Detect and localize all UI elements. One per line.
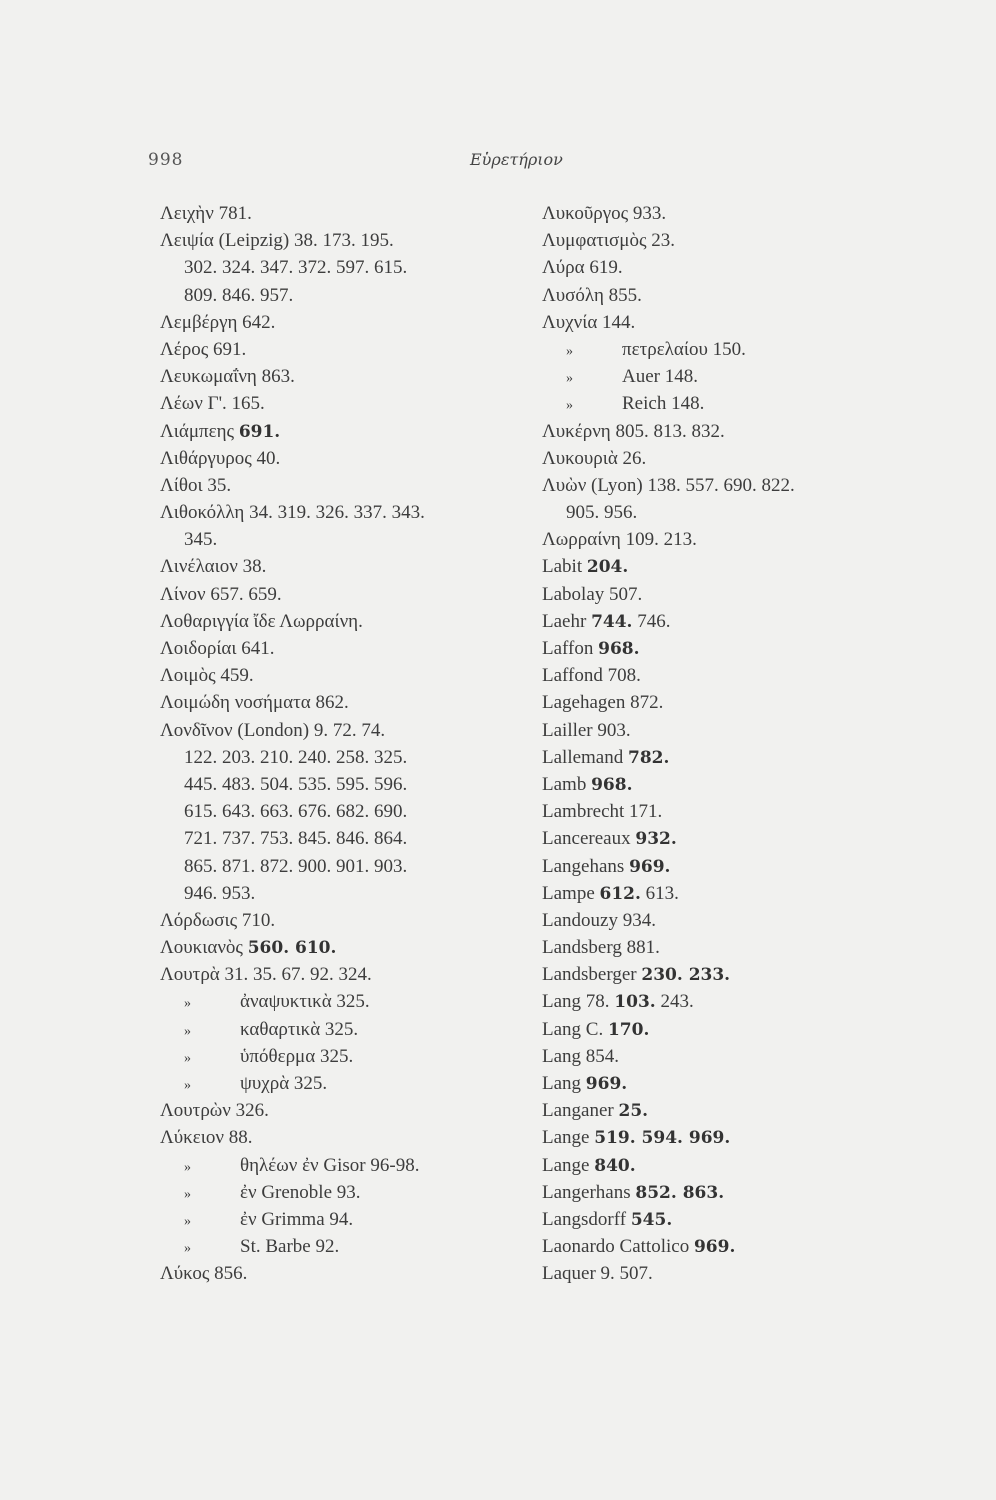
principal-page-ref: 969. bbox=[693, 1237, 736, 1258]
ditto-mark: » bbox=[184, 1213, 191, 1229]
entry-text-after: 613. bbox=[640, 882, 679, 904]
index-entry bbox=[542, 608, 912, 635]
index-entry bbox=[542, 907, 912, 934]
entry-text: Lamb bbox=[542, 773, 592, 795]
index-entry bbox=[542, 282, 912, 309]
entry-text: Λυκουριὰ 26. bbox=[542, 447, 647, 469]
index-subentry bbox=[160, 1070, 520, 1097]
index-entry bbox=[160, 200, 520, 227]
index-subentry bbox=[160, 1043, 520, 1070]
entry-text: ἐν Grenoble 93. bbox=[240, 1181, 361, 1203]
index-subentry bbox=[542, 390, 912, 417]
index-entry bbox=[542, 880, 912, 907]
entry-text: Λύρα 619. bbox=[542, 257, 623, 279]
entry-text: Λυὼν (Lyon) 138. 557. 690. 822. bbox=[542, 474, 795, 496]
index-entry bbox=[542, 1179, 912, 1206]
entry-text: Λύκειον 88. bbox=[160, 1127, 253, 1149]
entry-text: ψυχρὰ 325. bbox=[240, 1073, 328, 1094]
index-entry bbox=[542, 961, 912, 988]
entry-text: Lailler 903. bbox=[542, 719, 631, 741]
entry-text: Laonardo Cattolico bbox=[542, 1236, 694, 1258]
index-entry bbox=[160, 336, 520, 363]
entry-text: Laffond 708. bbox=[542, 665, 641, 687]
entry-text: Λοιμώδη νοσήματα 862. bbox=[160, 692, 349, 714]
entry-text: Lang C. bbox=[542, 1018, 608, 1040]
index-entry bbox=[542, 1070, 912, 1097]
entry-text: Λουτρὰ 31. 35. 67. 92. 324. bbox=[160, 964, 372, 986]
principal-page-ref: 969. bbox=[585, 1074, 628, 1094]
principal-page-ref: 170. bbox=[607, 1019, 650, 1040]
index-entry-continuation bbox=[160, 744, 520, 771]
entry-text: Λωρραίνη 109. 213. bbox=[542, 529, 697, 551]
index-entry bbox=[542, 717, 912, 744]
index-entry bbox=[542, 988, 912, 1015]
left-index-column bbox=[160, 200, 520, 1288]
principal-page-ref: 840. bbox=[594, 1155, 636, 1176]
index-entry bbox=[160, 934, 520, 961]
page-number: 998 bbox=[148, 150, 184, 170]
index-entry bbox=[542, 1206, 912, 1233]
entry-text: Λυκοῦργος 933. bbox=[542, 203, 667, 224]
entry-text: Λυχνία 144. bbox=[542, 311, 636, 333]
entry-text: Λονδῖνον (London) 9. 72. 74. bbox=[160, 719, 386, 741]
entry-text: Labolay 507. bbox=[542, 583, 643, 605]
entry-text: 809. 846. 957. bbox=[184, 284, 294, 306]
ditto-mark: » bbox=[566, 371, 573, 387]
entry-text: Λόρδωσις 710. bbox=[160, 909, 276, 931]
index-entry bbox=[542, 227, 912, 254]
index-entry bbox=[542, 581, 912, 608]
index-subentry bbox=[160, 1016, 520, 1043]
entry-text: Langsdorff bbox=[542, 1208, 631, 1230]
index-entry bbox=[160, 717, 520, 744]
ditto-mark: » bbox=[184, 996, 191, 1012]
principal-page-ref: 852. 863. bbox=[635, 1182, 725, 1203]
index-entry bbox=[160, 553, 520, 580]
index-entry bbox=[542, 553, 912, 580]
entry-text: Lange bbox=[542, 1127, 595, 1149]
index-entry-continuation bbox=[160, 282, 520, 309]
principal-page-ref: 744. bbox=[591, 611, 633, 632]
index-entry-continuation bbox=[160, 254, 520, 281]
index-entry bbox=[160, 227, 520, 254]
ditto-mark: » bbox=[184, 1050, 191, 1066]
index-entry bbox=[160, 581, 520, 608]
entry-text: Λιθοκόλλη 34. 319. 326. 337. 343. bbox=[160, 502, 425, 524]
index-entry bbox=[542, 1260, 912, 1287]
principal-page-ref: 560. 610. bbox=[247, 938, 337, 959]
principal-page-ref: 230. 233. bbox=[641, 965, 731, 986]
ditto-mark: » bbox=[184, 1241, 191, 1257]
principal-page-ref: 25. bbox=[618, 1101, 649, 1122]
entry-text: Laehr bbox=[542, 610, 592, 632]
index-entry-continuation bbox=[542, 499, 912, 526]
entry-text: Langehans bbox=[542, 855, 630, 877]
entry-text: 946. 953. bbox=[184, 882, 256, 904]
index-entry bbox=[542, 526, 912, 553]
entry-text: Λειχὴν 781. bbox=[160, 203, 252, 224]
entry-text: Langerhans bbox=[542, 1181, 636, 1203]
index-entry-continuation bbox=[160, 526, 520, 553]
index-entry bbox=[542, 1043, 912, 1070]
index-entry bbox=[160, 689, 520, 716]
index-entry bbox=[160, 961, 520, 988]
index-entry bbox=[160, 662, 520, 689]
index-entry bbox=[542, 771, 912, 798]
principal-page-ref: 932. bbox=[635, 829, 677, 850]
index-entry bbox=[160, 472, 520, 499]
entry-text: Lagehagen 872. bbox=[542, 692, 664, 714]
entry-text: Laquer 9. 507. bbox=[542, 1263, 653, 1285]
entry-text: Λευκωμαΐνη 863. bbox=[160, 366, 295, 388]
index-entry-continuation bbox=[160, 798, 520, 825]
index-entry bbox=[542, 472, 912, 499]
index-subentry bbox=[160, 1152, 520, 1179]
entry-text: Λέρος 691. bbox=[160, 338, 247, 360]
right-index-column bbox=[542, 200, 912, 1288]
index-entry bbox=[160, 1124, 520, 1151]
entry-text: 302. 324. 347. 372. 597. 615. bbox=[184, 257, 408, 279]
entry-text: ἀναψυκτικὰ 325. bbox=[240, 991, 370, 1013]
entry-text: Λίνον 657. 659. bbox=[160, 583, 282, 605]
index-entry bbox=[160, 608, 520, 635]
index-entry bbox=[542, 934, 912, 961]
entry-text: Laffon bbox=[542, 638, 599, 659]
entry-text: Landouzy 934. bbox=[542, 909, 656, 931]
principal-page-ref: 103. bbox=[614, 992, 656, 1013]
index-entry bbox=[160, 1097, 520, 1124]
entry-text: 615. 643. 663. 676. 682. 690. bbox=[184, 801, 408, 823]
entry-text: Λύκος 856. bbox=[160, 1263, 248, 1285]
entry-text: St. Barbe 92. bbox=[240, 1236, 340, 1258]
entry-text: θηλέων ἐν Gisor 96-98. bbox=[240, 1154, 420, 1176]
entry-text-after: 746. bbox=[632, 610, 671, 632]
principal-page-ref: 968. bbox=[598, 639, 640, 659]
ditto-mark: » bbox=[184, 1159, 191, 1175]
principal-page-ref: 612. bbox=[599, 883, 641, 904]
entry-text: Auer 148. bbox=[622, 366, 698, 388]
index-entry-continuation bbox=[160, 853, 520, 880]
index-entry bbox=[542, 1152, 912, 1179]
entry-text: Landsberger bbox=[542, 964, 642, 986]
entry-text: Λουτρὼν 326. bbox=[160, 1100, 269, 1122]
index-entry bbox=[542, 1233, 912, 1260]
entry-text: Λέων Γ'. 165. bbox=[160, 393, 265, 415]
entry-text-after: 243. bbox=[655, 991, 694, 1013]
principal-page-ref: 545. bbox=[630, 1209, 673, 1230]
entry-text: Labit bbox=[542, 556, 587, 578]
running-head: Εὑρετήριον bbox=[470, 150, 563, 169]
index-entry bbox=[160, 907, 520, 934]
entry-text: Λοιμὸς 459. bbox=[160, 665, 254, 687]
entry-text: ὑπόθερμα 325. bbox=[240, 1045, 354, 1067]
index-entry-continuation bbox=[160, 825, 520, 852]
entry-text: Λοιδορίαι 641. bbox=[160, 638, 275, 659]
entry-text: ἐν Grimma 94. bbox=[240, 1208, 354, 1230]
principal-page-ref: 519. 594. 969. bbox=[594, 1128, 731, 1149]
index-entry bbox=[542, 418, 912, 445]
index-entry bbox=[542, 1097, 912, 1124]
entry-text: 122. 203. 210. 240. 258. 325. bbox=[184, 746, 408, 768]
ditto-mark: » bbox=[566, 398, 573, 414]
index-entry bbox=[542, 254, 912, 281]
entry-text: Langaner bbox=[542, 1100, 619, 1122]
index-entry bbox=[160, 390, 520, 417]
entry-text: Lange bbox=[542, 1154, 595, 1176]
entry-text: Λίθοι 35. bbox=[160, 474, 232, 496]
entry-text: Λιάμπεης bbox=[160, 420, 239, 442]
index-entry bbox=[160, 445, 520, 472]
entry-text: 445. 483. 504. 535. 595. 596. bbox=[184, 773, 408, 795]
index-entry bbox=[160, 363, 520, 390]
index-entry bbox=[160, 309, 520, 336]
index-entry bbox=[542, 200, 912, 227]
index-entry-continuation bbox=[160, 771, 520, 798]
entry-text: Reich 148. bbox=[622, 393, 705, 415]
index-subentry bbox=[160, 988, 520, 1015]
entry-text: Lang bbox=[542, 1073, 586, 1094]
index-subentry bbox=[542, 363, 912, 390]
entry-text: Λιθάργυρος 40. bbox=[160, 447, 281, 469]
ditto-mark: » bbox=[566, 343, 573, 359]
entry-text: Λυσόλη 855. bbox=[542, 284, 642, 306]
entry-text: Lang 854. bbox=[542, 1045, 620, 1067]
principal-page-ref: 782. bbox=[628, 747, 670, 768]
index-entry bbox=[542, 635, 912, 662]
ditto-mark: » bbox=[184, 1078, 191, 1093]
index-entry bbox=[160, 499, 520, 526]
index-entry bbox=[542, 689, 912, 716]
ditto-mark: » bbox=[184, 1186, 191, 1202]
index-entry bbox=[542, 662, 912, 689]
index-entry bbox=[542, 445, 912, 472]
entry-text: Λειψία (Leipzig) 38. 173. 195. bbox=[160, 230, 394, 252]
index-subentry bbox=[160, 1206, 520, 1233]
entry-text: Lallemand bbox=[542, 746, 628, 768]
entry-text: Λυκέρνη 805. 813. 832. bbox=[542, 420, 725, 442]
index-entry bbox=[542, 744, 912, 771]
index-entry bbox=[542, 309, 912, 336]
index-entry bbox=[542, 825, 912, 852]
principal-page-ref: 969. bbox=[629, 856, 671, 877]
entry-text: Landsberg 881. bbox=[542, 937, 660, 959]
index-entry bbox=[160, 1260, 520, 1287]
entry-text: Λυμφατισμὸς 23. bbox=[542, 230, 675, 252]
entry-text: Λινέλαιον 38. bbox=[160, 556, 267, 578]
entry-text: Lampe bbox=[542, 882, 600, 904]
index-entry bbox=[542, 853, 912, 880]
entry-text: Lancereaux bbox=[542, 828, 636, 850]
entry-text: καθαρτικὰ 325. bbox=[240, 1018, 359, 1040]
entry-text: 345. bbox=[184, 529, 218, 551]
index-subentry bbox=[160, 1179, 520, 1206]
index-subentry bbox=[160, 1233, 520, 1260]
entry-text: Lang 78. bbox=[542, 991, 615, 1013]
principal-page-ref: 968. bbox=[591, 774, 633, 795]
index-entry bbox=[542, 1124, 912, 1151]
index-entry bbox=[542, 1016, 912, 1043]
ditto-mark: » bbox=[184, 1023, 191, 1039]
index-entry bbox=[542, 798, 912, 825]
entry-text: 905. 956. bbox=[566, 502, 638, 524]
principal-page-ref: 691. bbox=[238, 421, 281, 442]
index-entry bbox=[160, 635, 520, 662]
index-entry bbox=[160, 418, 520, 445]
entry-text: Λεμβέργη 642. bbox=[160, 311, 276, 333]
entry-text: Λουκιανὸς bbox=[160, 937, 248, 959]
entry-text: Λοθαριγγία ἴδε Λωρραίνη. bbox=[160, 610, 363, 632]
index-subentry bbox=[542, 336, 912, 363]
entry-text: Lambrecht 171. bbox=[542, 801, 663, 823]
entry-text: 721. 737. 753. 845. 846. 864. bbox=[184, 828, 408, 850]
principal-page-ref: 204. bbox=[586, 557, 629, 578]
entry-text: 865. 871. 872. 900. 901. 903. bbox=[184, 855, 408, 877]
entry-text: πετρελαίου 150. bbox=[622, 338, 746, 360]
index-entry-continuation bbox=[160, 880, 520, 907]
